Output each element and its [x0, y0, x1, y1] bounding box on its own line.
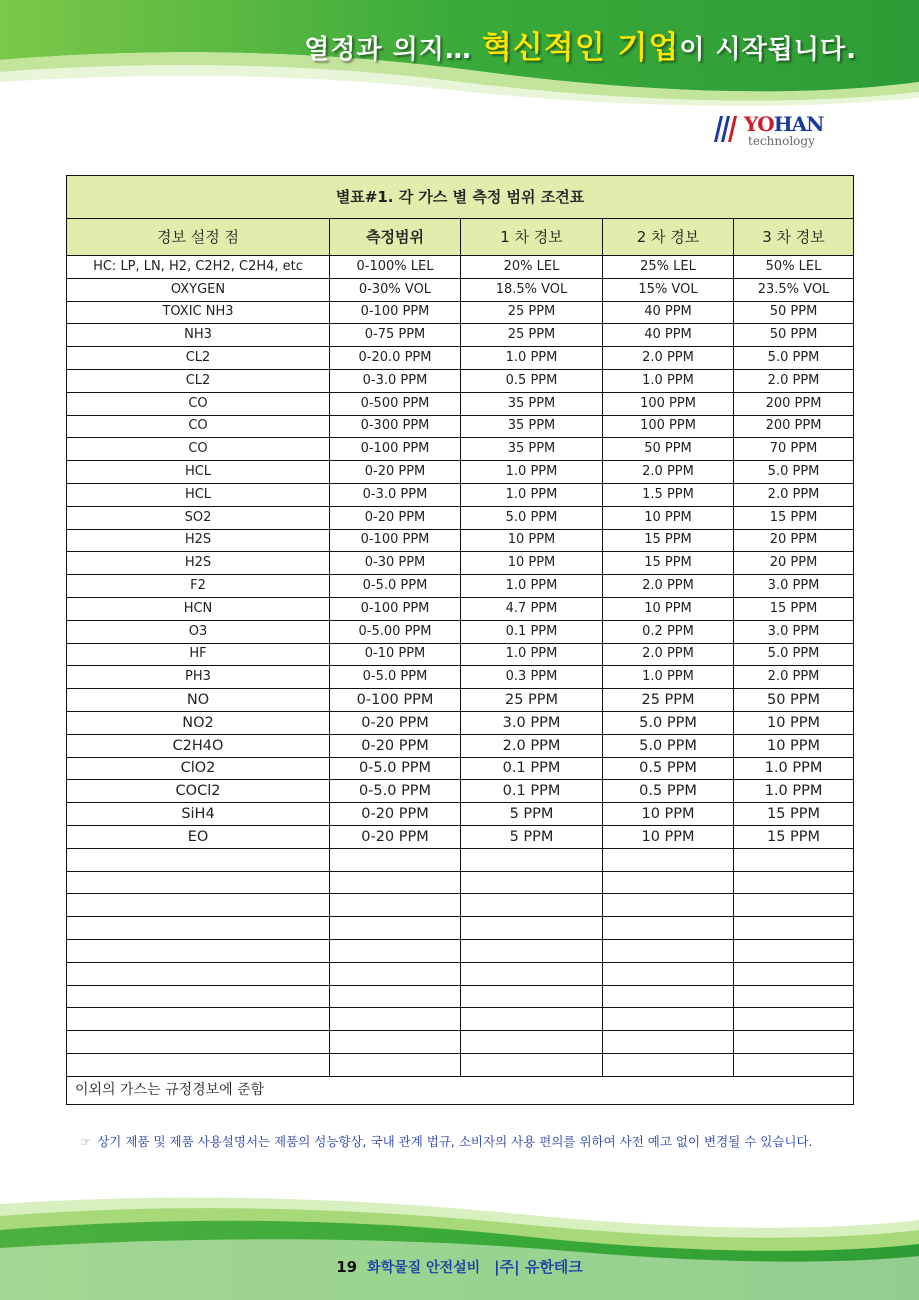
empty-table-row — [67, 894, 854, 917]
table-cell: 200 PPM — [734, 392, 854, 415]
header-slogan — [304, 22, 857, 67]
table-row — [67, 347, 854, 370]
table-cell: 1.0 PPM — [461, 575, 603, 598]
table-row — [67, 803, 854, 826]
gas-name-cell: NH3 — [67, 324, 330, 347]
footer-band — [0, 1190, 919, 1300]
empty-cell — [67, 917, 330, 940]
empty-cell — [330, 985, 461, 1008]
empty-cell — [461, 1008, 603, 1031]
table-cell: 0-5.0 PPM — [330, 575, 461, 598]
gas-name-cell: O3 — [67, 620, 330, 643]
table-row — [67, 689, 854, 712]
table-cell: 0-5.00 PPM — [330, 620, 461, 643]
table-cell: 0-10 PPM — [330, 643, 461, 666]
empty-table-row — [67, 917, 854, 940]
empty-cell — [603, 848, 734, 871]
empty-cell — [734, 1031, 854, 1054]
table-cell: 1.0 PPM — [603, 369, 734, 392]
empty-cell — [734, 917, 854, 940]
table-cell: 1.0 PPM — [461, 483, 603, 506]
empty-cell — [461, 917, 603, 940]
empty-cell — [734, 848, 854, 871]
table-row — [67, 506, 854, 529]
table-row — [67, 461, 854, 484]
empty-table-row — [67, 985, 854, 1008]
page-number: 19 — [336, 1258, 358, 1276]
table-cell: 0-20.0 PPM — [330, 347, 461, 370]
empty-cell — [67, 1053, 330, 1076]
table-cell: 0-20 PPM — [330, 506, 461, 529]
empty-cell — [67, 962, 330, 985]
table-cell: 0-100% LEL — [330, 256, 461, 279]
logo-stripes-icon — [708, 116, 742, 142]
empty-cell — [330, 871, 461, 894]
table-cell: 5.0 PPM — [603, 734, 734, 757]
table-cell: 2.0 PPM — [461, 734, 603, 757]
table-cell: 50 PPM — [603, 438, 734, 461]
logo-word-second: HAN — [773, 112, 824, 136]
table-cell: 0-300 PPM — [330, 415, 461, 438]
empty-table-row — [67, 962, 854, 985]
empty-cell — [603, 1031, 734, 1054]
table-cell: 0-100 PPM — [330, 529, 461, 552]
table-cell: 2.0 PPM — [603, 575, 734, 598]
gas-name-cell: CL2 — [67, 347, 330, 370]
empty-cell — [603, 939, 734, 962]
column-header: 3 차 경보 — [734, 219, 854, 256]
table-cell: 2.0 PPM — [734, 483, 854, 506]
gas-name-cell: OXYGEN — [67, 278, 330, 301]
table-cell: 2.0 PPM — [603, 347, 734, 370]
slogan-pre: 열정과 의지… — [304, 35, 482, 65]
table-row — [67, 301, 854, 324]
gas-name-cell: HCL — [67, 461, 330, 484]
gas-name-cell: CL2 — [67, 369, 330, 392]
table-cell: 2.0 PPM — [603, 643, 734, 666]
notice-text: 상기 제품 및 제품 사용설명서는 제품의 성능향상, 국내 관계 법규, 소비자의 사용 편의를 위하여 사전 예고 없이 변경될 수 있습니다. — [97, 1134, 813, 1149]
gas-name-cell: NO — [67, 689, 330, 712]
table-header-row — [67, 219, 854, 256]
column-header: 측정범위 — [330, 219, 461, 256]
table-cell: 70 PPM — [734, 438, 854, 461]
table-row — [67, 483, 854, 506]
table-cell: 5.0 PPM — [734, 461, 854, 484]
column-header: 1 차 경보 — [461, 219, 603, 256]
table-cell: 4.7 PPM — [461, 597, 603, 620]
table-cell: 25 PPM — [461, 689, 603, 712]
table-cell: 3.0 PPM — [734, 620, 854, 643]
column-header: 2 차 경보 — [603, 219, 734, 256]
empty-cell — [330, 1053, 461, 1076]
table-cell: 10 PPM — [461, 529, 603, 552]
table-cell: 10 PPM — [603, 825, 734, 848]
table-cell: 50% LEL — [734, 256, 854, 279]
table-cell: 10 PPM — [461, 552, 603, 575]
empty-cell — [67, 1031, 330, 1054]
table-cell: 18.5% VOL — [461, 278, 603, 301]
empty-cell — [330, 1031, 461, 1054]
table-cell: 10 PPM — [734, 711, 854, 734]
gas-name-cell: H2S — [67, 552, 330, 575]
empty-cell — [330, 939, 461, 962]
table-cell: 1.0 PPM — [734, 757, 854, 780]
table-row — [67, 666, 854, 689]
empty-cell — [330, 917, 461, 940]
table-row — [67, 324, 854, 347]
company-logo — [708, 110, 853, 152]
table-cell: 0-3.0 PPM — [330, 369, 461, 392]
logo-word-first: YO — [744, 112, 774, 136]
table-row — [67, 278, 854, 301]
empty-table-row — [67, 1008, 854, 1031]
table-row — [67, 620, 854, 643]
gas-name-cell: SO2 — [67, 506, 330, 529]
table-cell: 2.0 PPM — [734, 666, 854, 689]
empty-cell — [734, 1053, 854, 1076]
table-footnote: 이외의 가스는 규정경보에 준함 — [67, 1076, 854, 1104]
gas-name-cell: EO — [67, 825, 330, 848]
empty-cell — [603, 1008, 734, 1031]
table-cell: 3.0 PPM — [461, 711, 603, 734]
empty-cell — [67, 985, 330, 1008]
table-cell: 3.0 PPM — [734, 575, 854, 598]
empty-cell — [603, 871, 734, 894]
table-cell: 5 PPM — [461, 825, 603, 848]
footer-category: 화학물질 안전설비 — [367, 1260, 481, 1276]
table-cell: 50 PPM — [734, 324, 854, 347]
table-row — [67, 575, 854, 598]
table-cell: 10 PPM — [603, 506, 734, 529]
table-title-row — [67, 176, 854, 219]
table-cell: 5 PPM — [461, 803, 603, 826]
table-row — [67, 369, 854, 392]
notice-text-block — [80, 1130, 860, 1154]
table-cell: 0-75 PPM — [330, 324, 461, 347]
table-cell: 1.5 PPM — [603, 483, 734, 506]
empty-cell — [461, 894, 603, 917]
empty-cell — [461, 871, 603, 894]
table-cell: 0.2 PPM — [603, 620, 734, 643]
table-cell: 0-20 PPM — [330, 461, 461, 484]
table-cell: 1.0 PPM — [461, 643, 603, 666]
table-cell: 0-3.0 PPM — [330, 483, 461, 506]
table-cell: 15 PPM — [734, 825, 854, 848]
table-cell: 1.0 PPM — [461, 461, 603, 484]
table-row — [67, 711, 854, 734]
empty-table-row — [67, 1031, 854, 1054]
table-cell: 0-100 PPM — [330, 438, 461, 461]
table-cell: 1.0 PPM — [734, 780, 854, 803]
table-cell: 0-30 PPM — [330, 552, 461, 575]
gas-name-cell: COCl2 — [67, 780, 330, 803]
table-row — [67, 552, 854, 575]
empty-cell — [734, 985, 854, 1008]
table-row — [67, 597, 854, 620]
empty-cell — [603, 894, 734, 917]
empty-cell — [67, 939, 330, 962]
table-cell: 0.1 PPM — [461, 757, 603, 780]
empty-cell — [461, 1053, 603, 1076]
table-cell: 15 PPM — [734, 506, 854, 529]
table-row — [67, 256, 854, 279]
gas-name-cell: CO — [67, 438, 330, 461]
table-cell: 0-100 PPM — [330, 597, 461, 620]
table-cell: 0-30% VOL — [330, 278, 461, 301]
gas-name-cell: C2H4O — [67, 734, 330, 757]
table-title: 별표#1. 각 가스 별 측정 범위 조견표 — [67, 176, 854, 219]
empty-cell — [603, 985, 734, 1008]
empty-cell — [67, 1008, 330, 1031]
empty-cell — [67, 848, 330, 871]
table-cell: 1.0 PPM — [603, 666, 734, 689]
empty-cell — [330, 848, 461, 871]
empty-cell — [603, 962, 734, 985]
table-cell: 23.5% VOL — [734, 278, 854, 301]
table-cell: 5.0 PPM — [734, 643, 854, 666]
table-cell: 20 PPM — [734, 529, 854, 552]
empty-cell — [461, 848, 603, 871]
table-row — [67, 392, 854, 415]
gas-name-cell: ClO2 — [67, 757, 330, 780]
table-cell: 0-20 PPM — [330, 825, 461, 848]
slogan-highlight: 혁신적인 기업 — [481, 30, 680, 66]
empty-cell — [734, 939, 854, 962]
table-cell: 10 PPM — [603, 597, 734, 620]
table-cell: 100 PPM — [603, 392, 734, 415]
table-cell: 0-5.0 PPM — [330, 757, 461, 780]
pointing-hand-icon: ☞ — [80, 1134, 92, 1149]
table-row — [67, 438, 854, 461]
table-cell: 0.1 PPM — [461, 780, 603, 803]
table-row — [67, 529, 854, 552]
gas-name-cell: CO — [67, 415, 330, 438]
table-footnote-row — [67, 1076, 854, 1104]
table-cell: 0.5 PPM — [603, 757, 734, 780]
empty-cell — [734, 962, 854, 985]
empty-cell — [734, 894, 854, 917]
table-cell: 40 PPM — [603, 324, 734, 347]
table-cell: 0-500 PPM — [330, 392, 461, 415]
table-cell: 0-20 PPM — [330, 803, 461, 826]
table-cell: 40 PPM — [603, 301, 734, 324]
logo-subtitle: technology — [748, 134, 815, 148]
empty-table-row — [67, 848, 854, 871]
table-cell: 0.1 PPM — [461, 620, 603, 643]
empty-table-row — [67, 1053, 854, 1076]
table-cell: 5.0 PPM — [461, 506, 603, 529]
gas-name-cell: PH3 — [67, 666, 330, 689]
gas-name-cell: TOXIC NH3 — [67, 301, 330, 324]
footer-wave-graphic — [0, 1190, 919, 1300]
gas-name-cell: SiH4 — [67, 803, 330, 826]
table-cell: 35 PPM — [461, 438, 603, 461]
table-cell: 0.3 PPM — [461, 666, 603, 689]
table-cell: 0-5.0 PPM — [330, 666, 461, 689]
gas-name-cell: HC: LP, LN, H2, C2H2, C2H4, etc — [67, 256, 330, 279]
table-cell: 25 PPM — [461, 301, 603, 324]
table-cell: 15 PPM — [603, 529, 734, 552]
table-row — [67, 643, 854, 666]
table-cell: 25 PPM — [461, 324, 603, 347]
empty-cell — [330, 962, 461, 985]
table-row — [67, 825, 854, 848]
empty-cell — [67, 894, 330, 917]
table-cell: 2.0 PPM — [734, 369, 854, 392]
footer-company: |주| 유한테크 — [494, 1258, 583, 1276]
table-row — [67, 415, 854, 438]
table-cell: 35 PPM — [461, 415, 603, 438]
gas-name-cell: HF — [67, 643, 330, 666]
empty-cell — [734, 871, 854, 894]
table-cell: 10 PPM — [734, 734, 854, 757]
column-header: 경보 설정 점 — [67, 219, 330, 256]
gas-name-cell: NO2 — [67, 711, 330, 734]
empty-cell — [67, 871, 330, 894]
empty-cell — [330, 1008, 461, 1031]
empty-cell — [603, 917, 734, 940]
gas-name-cell: F2 — [67, 575, 330, 598]
table-row — [67, 734, 854, 757]
gas-name-cell: H2S — [67, 529, 330, 552]
footer-caption — [0, 1256, 919, 1277]
table-cell: 0.5 PPM — [603, 780, 734, 803]
empty-cell — [461, 1031, 603, 1054]
empty-cell — [330, 894, 461, 917]
table-row — [67, 757, 854, 780]
gas-range-table — [66, 175, 854, 1105]
empty-table-row — [67, 939, 854, 962]
table-cell: 10 PPM — [603, 803, 734, 826]
table-cell: 20% LEL — [461, 256, 603, 279]
table-row — [67, 780, 854, 803]
table-cell: 200 PPM — [734, 415, 854, 438]
table-cell: 50 PPM — [734, 301, 854, 324]
table-cell: 0-100 PPM — [330, 689, 461, 712]
table-cell: 20 PPM — [734, 552, 854, 575]
table-cell: 0-100 PPM — [330, 301, 461, 324]
gas-name-cell: CO — [67, 392, 330, 415]
table-cell: 15 PPM — [603, 552, 734, 575]
table-cell: 50 PPM — [734, 689, 854, 712]
gas-name-cell: HCN — [67, 597, 330, 620]
table-cell: 100 PPM — [603, 415, 734, 438]
slogan-post: 이 시작됩니다. — [679, 35, 857, 65]
table-cell: 25% LEL — [603, 256, 734, 279]
table-cell: 25 PPM — [603, 689, 734, 712]
table-cell: 0-20 PPM — [330, 711, 461, 734]
table-cell: 15 PPM — [734, 803, 854, 826]
table-cell: 35 PPM — [461, 392, 603, 415]
table-cell: 1.0 PPM — [461, 347, 603, 370]
table-cell: 0.5 PPM — [461, 369, 603, 392]
table-cell: 5.0 PPM — [734, 347, 854, 370]
table-cell: 0-5.0 PPM — [330, 780, 461, 803]
empty-cell — [461, 985, 603, 1008]
table-cell: 5.0 PPM — [603, 711, 734, 734]
empty-cell — [603, 1053, 734, 1076]
table-cell: 0-20 PPM — [330, 734, 461, 757]
empty-table-row — [67, 871, 854, 894]
logo-wordmark — [744, 112, 823, 136]
table-cell: 2.0 PPM — [603, 461, 734, 484]
table-cell: 15 PPM — [734, 597, 854, 620]
table-cell: 15% VOL — [603, 278, 734, 301]
gas-name-cell: HCL — [67, 483, 330, 506]
empty-cell — [734, 1008, 854, 1031]
empty-cell — [461, 939, 603, 962]
empty-cell — [461, 962, 603, 985]
